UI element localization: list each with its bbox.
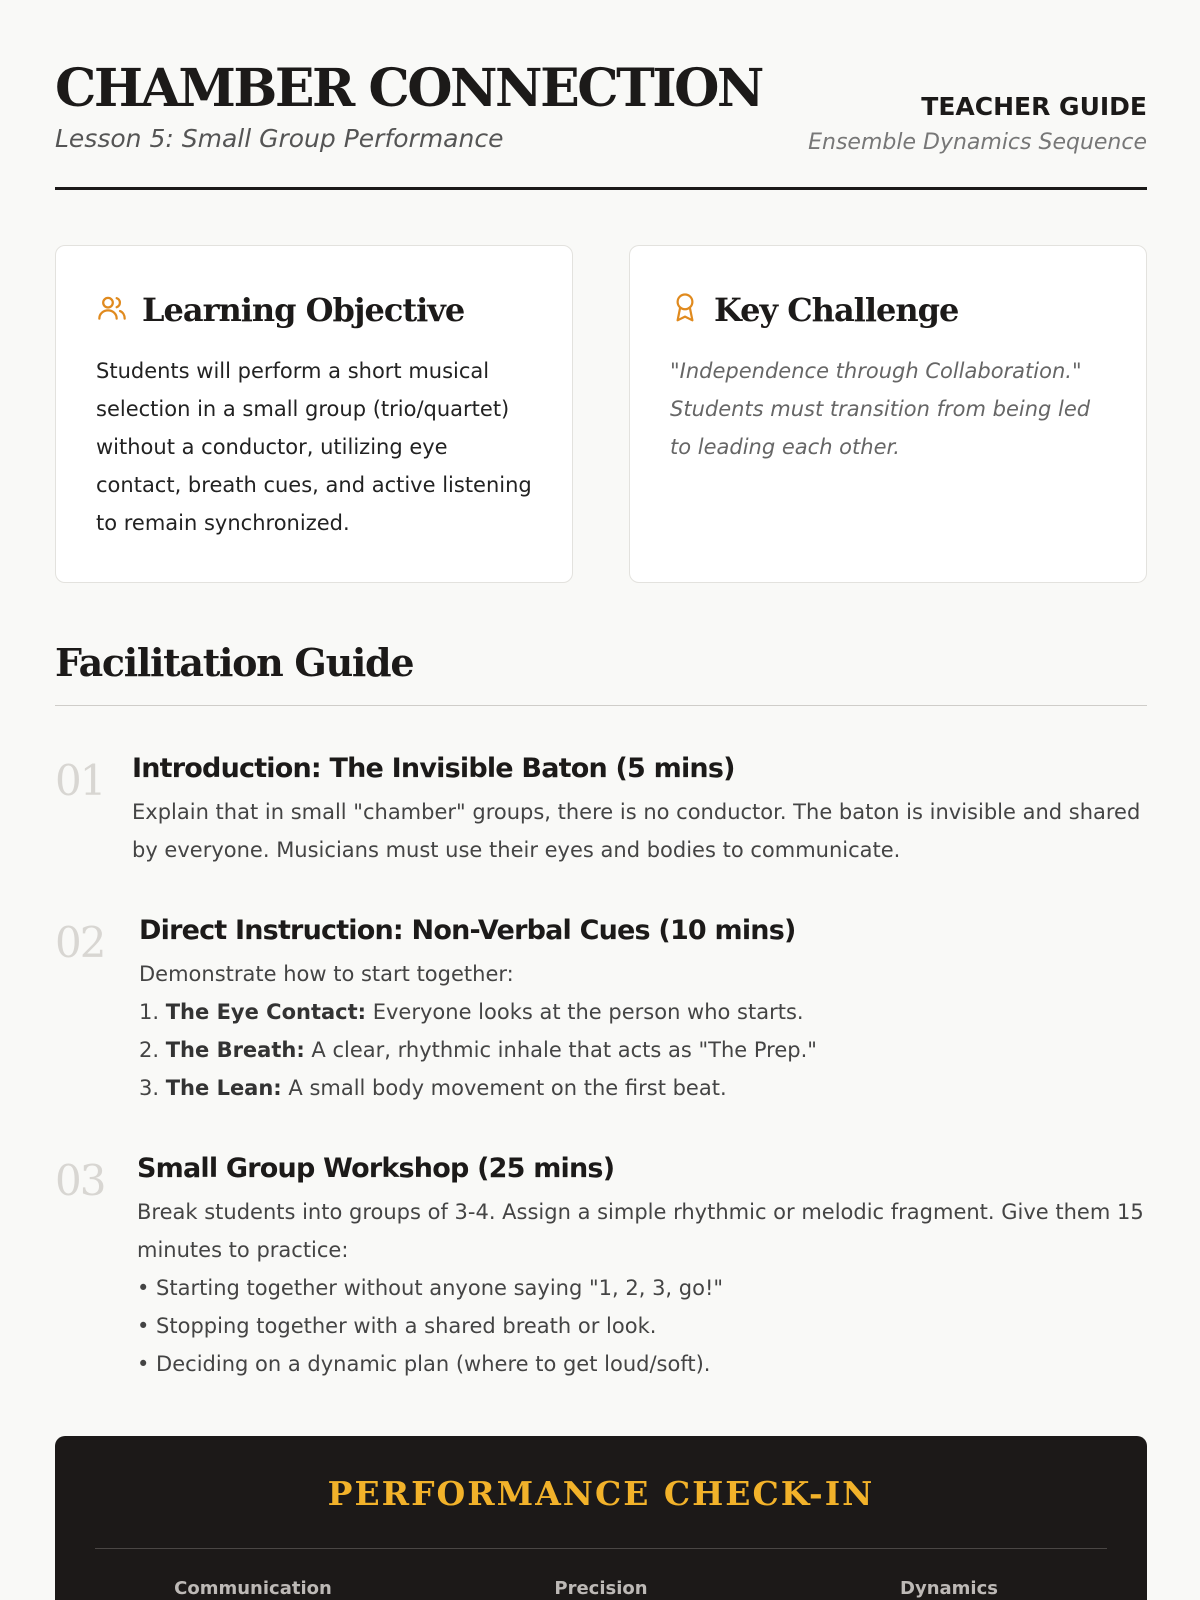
bullet-item: • Stopping together with a shared breath or look. [137, 1314, 657, 1338]
overview-cards [55, 245, 1147, 583]
cue-number: 3. [139, 1076, 160, 1100]
card-header [670, 290, 1106, 330]
bullet-item: • Starting together without anyone saying "1, 2, 3, go!" [137, 1276, 724, 1300]
page-title: CHAMBER CONNECTION [55, 58, 762, 119]
step-number: 03 [55, 1156, 105, 1205]
step-number: 01 [55, 756, 105, 805]
cue-term: The Breath: [165, 1038, 305, 1062]
step-title: Introduction: The Invisible Baton (5 mins) [132, 753, 735, 784]
cue-item [139, 993, 1154, 1031]
criterion-precision: Precision [554, 1578, 648, 1599]
step-content [139, 912, 1154, 1107]
section-title: Facilitation Guide [55, 640, 1147, 706]
cue-number: 2. [139, 1038, 160, 1062]
teacher-guide-page [55, 0, 1147, 1599]
step-text [139, 955, 1154, 1107]
step-content [132, 750, 1147, 869]
cue-item [139, 1069, 1154, 1107]
step-text [137, 1193, 1147, 1383]
checkin-title: PERFORMANCE CHECK-IN [327, 1474, 875, 1513]
criterion-dynamics: Dynamics [900, 1578, 998, 1599]
users-icon [96, 292, 128, 329]
cue-number: 1. [139, 1000, 160, 1024]
cue-description: Everyone looks at the person who starts. [372, 1000, 804, 1024]
card-title: Key Challenge [714, 291, 959, 329]
cue-description: A small body movement on the first beat. [288, 1076, 727, 1100]
lesson-subtitle: Lesson 5: Small Group Performance [55, 124, 504, 153]
bullet-item: • Deciding on a dynamic plan (where to get loud/soft). [137, 1352, 711, 1376]
performance-checkin-panel [55, 1436, 1147, 1600]
page-header [55, 0, 1147, 190]
criterion-communication: Communication [174, 1578, 332, 1599]
challenge-text: "Independence through Collaboration." Students must transition from being led to leading each other. [670, 359, 1091, 459]
step-title: Small Group Workshop (25 mins) [137, 1153, 615, 1184]
step-text: Explain that in small "chamber" groups, there is no conductor. The baton is invisible and shared by everyone. Musicians must use their eyes and bodies to communicate. [132, 800, 1141, 862]
cue-term: The Lean: [165, 1076, 282, 1100]
cue-term: The Eye Contact: [165, 1000, 367, 1024]
objective-text: Students will perform a short musical selection in a small group (trio/quartet) without a conductor, utilizing eye contact, breath cues, and active listening to remain synchronized. [96, 359, 532, 535]
step-title: Direct Instruction: Non-Verbal Cues (10 mins) [139, 915, 796, 946]
step-intro: Break students into groups of 3-4. Assign a simple rhythmic or melodic fragment. Give them 15 minutes to practice: [137, 1200, 1144, 1262]
sequence-label: Ensemble Dynamics Sequence [808, 130, 1147, 155]
guide-label: TEACHER GUIDE [921, 92, 1147, 121]
divider [95, 1548, 1107, 1549]
card-title: Learning Objective [142, 291, 465, 329]
cue-description: A clear, rhythmic inhale that acts as "The Prep." [311, 1038, 817, 1062]
step-content [137, 1150, 1147, 1383]
step-intro: Demonstrate how to start together: [139, 962, 514, 986]
award-icon [670, 292, 700, 329]
card-header [96, 290, 532, 330]
key-challenge-card [629, 245, 1147, 583]
step-number: 02 [55, 918, 105, 967]
cue-item [139, 1031, 1154, 1069]
learning-objective-card [55, 245, 573, 583]
